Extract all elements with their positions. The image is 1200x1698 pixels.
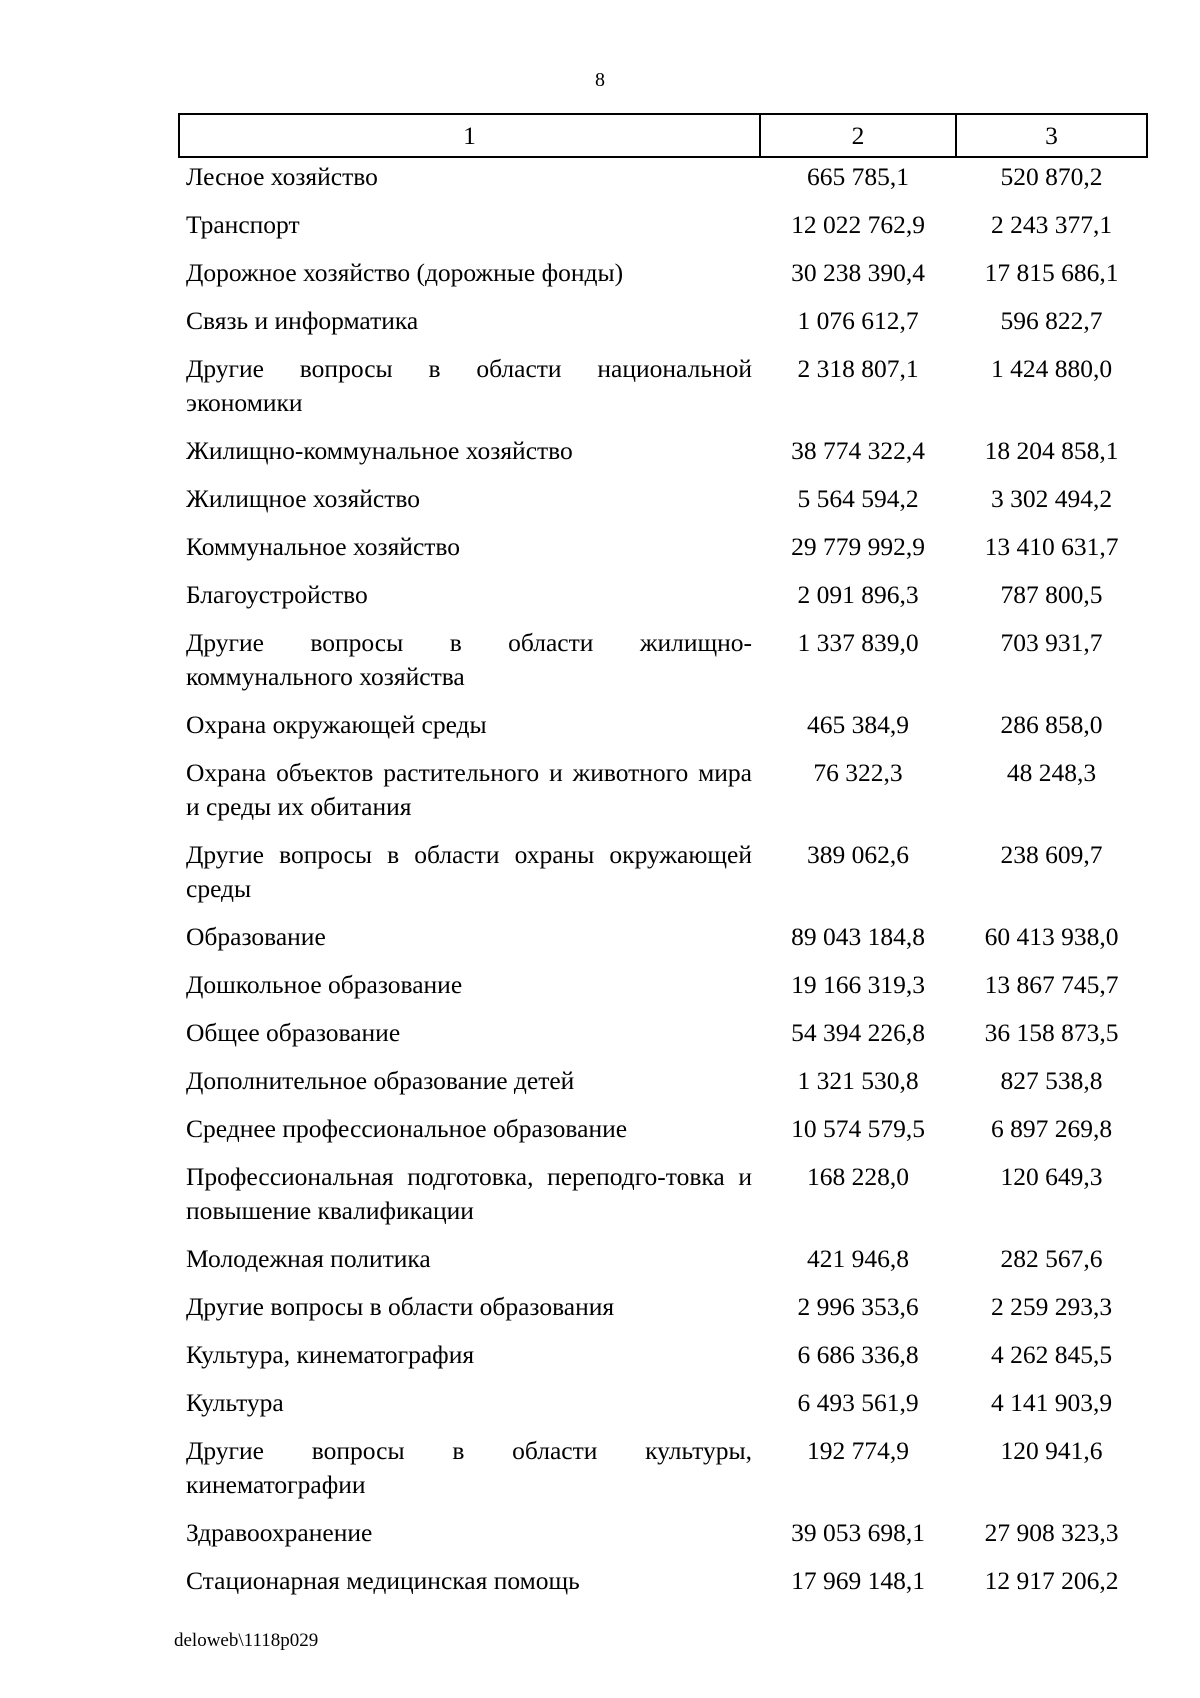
row-value-col2: 6 493 561,9	[797, 1388, 919, 1417]
row-label: Среднее профессиональное образование	[186, 1114, 628, 1143]
row-value-col3: 703 931,7	[1000, 628, 1103, 657]
row-label: Транспорт	[186, 210, 300, 239]
row-value-col3: 238 609,7	[1000, 840, 1103, 869]
row-value-col3: 4 141 903,9	[990, 1388, 1113, 1417]
row-value-col2: 76 322,3	[813, 758, 903, 787]
row-value-col3: 596 822,7	[1000, 306, 1103, 335]
row-value-col3: 36 158 873,5	[984, 1018, 1119, 1047]
row-label: Связь и информатика	[186, 306, 419, 335]
table-row	[179, 203, 1147, 251]
row-value-col2: 1 076 612,7	[797, 306, 919, 335]
row-label: Молодежная политика	[186, 1244, 431, 1273]
row-value-col3: 60 413 938,0	[984, 922, 1119, 951]
row-label: Профессиональная подготовка, переподго-товка и повышение квалификации	[186, 1162, 752, 1225]
row-value-col3: 18 204 858,1	[984, 436, 1119, 465]
row-label: Культура, кинематография	[186, 1340, 475, 1369]
table-row	[179, 915, 1147, 963]
row-label: Культура	[186, 1388, 284, 1417]
row-value-col2: 19 166 319,3	[791, 970, 925, 999]
table-row	[179, 157, 1147, 203]
column-header-3: 3	[956, 114, 1147, 157]
row-value-col3: 2 259 293,3	[990, 1292, 1113, 1321]
row-value-col2: 168 228,0	[807, 1162, 909, 1191]
row-value-col3: 12 917 206,2	[984, 1566, 1119, 1595]
table-row	[179, 751, 1147, 833]
row-value-col3: 27 908 323,3	[984, 1518, 1119, 1547]
row-value-col3: 282 567,6	[1000, 1244, 1103, 1273]
row-value-col2: 39 053 698,1	[791, 1518, 925, 1547]
table-row	[179, 1011, 1147, 1059]
table-row	[179, 573, 1147, 621]
page-number: 8	[595, 69, 605, 91]
table-body	[179, 157, 1147, 1607]
row-value-col3: 120 941,6	[1000, 1436, 1103, 1465]
document-code: deloweb\1118p029	[174, 1630, 319, 1651]
row-label: Стационарная медицинская помощь	[186, 1566, 580, 1595]
row-label: Другие вопросы в области жилищно-коммунального хозяйства	[186, 628, 752, 691]
row-value-col2: 421 946,8	[807, 1244, 909, 1273]
table-row	[179, 1059, 1147, 1107]
table-row	[179, 963, 1147, 1011]
column-header-2: 2	[760, 114, 956, 157]
row-label: Здравоохранение	[186, 1518, 373, 1547]
table-header-row	[179, 114, 1147, 157]
table-row	[179, 429, 1147, 477]
row-label: Образование	[186, 922, 326, 951]
row-label: Охрана окружающей среды	[186, 710, 487, 739]
table-row	[179, 1511, 1147, 1559]
table-row	[179, 525, 1147, 573]
table-row	[179, 299, 1147, 347]
row-value-col3: 17 815 686,1	[984, 258, 1119, 287]
row-value-col2: 29 779 992,9	[791, 532, 925, 561]
row-label: Жилищно-коммунальное хозяйство	[186, 436, 573, 465]
row-value-col2: 2 996 353,6	[797, 1292, 919, 1321]
row-label: Дошкольное образование	[186, 970, 463, 999]
row-value-col3: 787 800,5	[1000, 580, 1103, 609]
row-label: Другие вопросы в области национальной экономики	[186, 354, 752, 417]
row-label: Охрана объектов растительного и животного мира и среды их обитания	[186, 758, 752, 821]
row-value-col2: 665 785,1	[807, 162, 909, 191]
row-value-col2: 192 774,9	[807, 1436, 909, 1465]
row-value-col3: 2 243 377,1	[990, 210, 1113, 239]
row-value-col2: 2 091 896,3	[797, 580, 919, 609]
row-value-col2: 89 043 184,8	[791, 922, 925, 951]
row-value-col2: 38 774 322,4	[791, 436, 925, 465]
table-row	[179, 833, 1147, 915]
table-row	[179, 1285, 1147, 1333]
row-value-col2: 10 574 579,5	[791, 1114, 925, 1143]
table-row	[179, 1559, 1147, 1607]
row-value-col2: 12 022 762,9	[791, 210, 925, 239]
table-row	[179, 1237, 1147, 1285]
row-value-col3: 13 410 631,7	[984, 532, 1119, 561]
row-label: Благоустройство	[186, 580, 368, 609]
row-value-col2: 54 394 226,8	[791, 1018, 925, 1047]
column-header-1: 1	[179, 114, 760, 157]
row-value-col3: 4 262 845,5	[990, 1340, 1113, 1369]
row-value-col2: 5 564 594,2	[797, 484, 919, 513]
row-value-col2: 30 238 390,4	[791, 258, 925, 287]
budget-table	[178, 113, 1148, 1607]
row-value-col3: 520 870,2	[1000, 162, 1103, 191]
row-label: Другие вопросы в области образования	[186, 1292, 615, 1321]
row-value-col2: 6 686 336,8	[797, 1340, 919, 1369]
table-row	[179, 1429, 1147, 1511]
table-row	[179, 1107, 1147, 1155]
row-value-col3: 120 649,3	[1000, 1162, 1103, 1191]
row-value-col2: 17 969 148,1	[791, 1566, 925, 1595]
row-value-col3: 6 897 269,8	[990, 1114, 1113, 1143]
table-row	[179, 1155, 1147, 1237]
row-value-col3: 13 867 745,7	[984, 970, 1119, 999]
row-value-col2: 1 337 839,0	[797, 628, 919, 657]
table-row	[179, 621, 1147, 703]
row-value-col3: 286 858,0	[1000, 710, 1103, 739]
table-row	[179, 477, 1147, 525]
row-value-col2: 2 318 807,1	[797, 354, 919, 383]
row-value-col3: 1 424 880,0	[990, 354, 1113, 383]
row-label: Общее образование	[186, 1018, 401, 1047]
table-row	[179, 347, 1147, 429]
row-value-col3: 3 302 494,2	[990, 484, 1113, 513]
row-label: Дорожное хозяйство (дорожные фонды)	[186, 258, 624, 287]
row-label: Другие вопросы в области охраны окружающей среды	[186, 840, 752, 903]
table-row	[179, 1381, 1147, 1429]
row-value-col2: 465 384,9	[807, 710, 909, 739]
table-row	[179, 1333, 1147, 1381]
row-label: Жилищное хозяйство	[186, 484, 420, 513]
table-row	[179, 251, 1147, 299]
row-value-col2: 389 062,6	[807, 840, 909, 869]
row-label: Коммунальное хозяйство	[186, 532, 461, 561]
row-value-col3: 827 538,8	[1000, 1066, 1103, 1095]
row-label: Лесное хозяйство	[186, 162, 378, 191]
row-value-col3: 48 248,3	[1006, 758, 1097, 787]
row-label: Дополнительное образование детей	[186, 1066, 575, 1095]
table-row	[179, 703, 1147, 751]
row-label: Другие вопросы в области культуры, кинематографии	[186, 1436, 752, 1499]
row-value-col2: 1 321 530,8	[797, 1066, 919, 1095]
